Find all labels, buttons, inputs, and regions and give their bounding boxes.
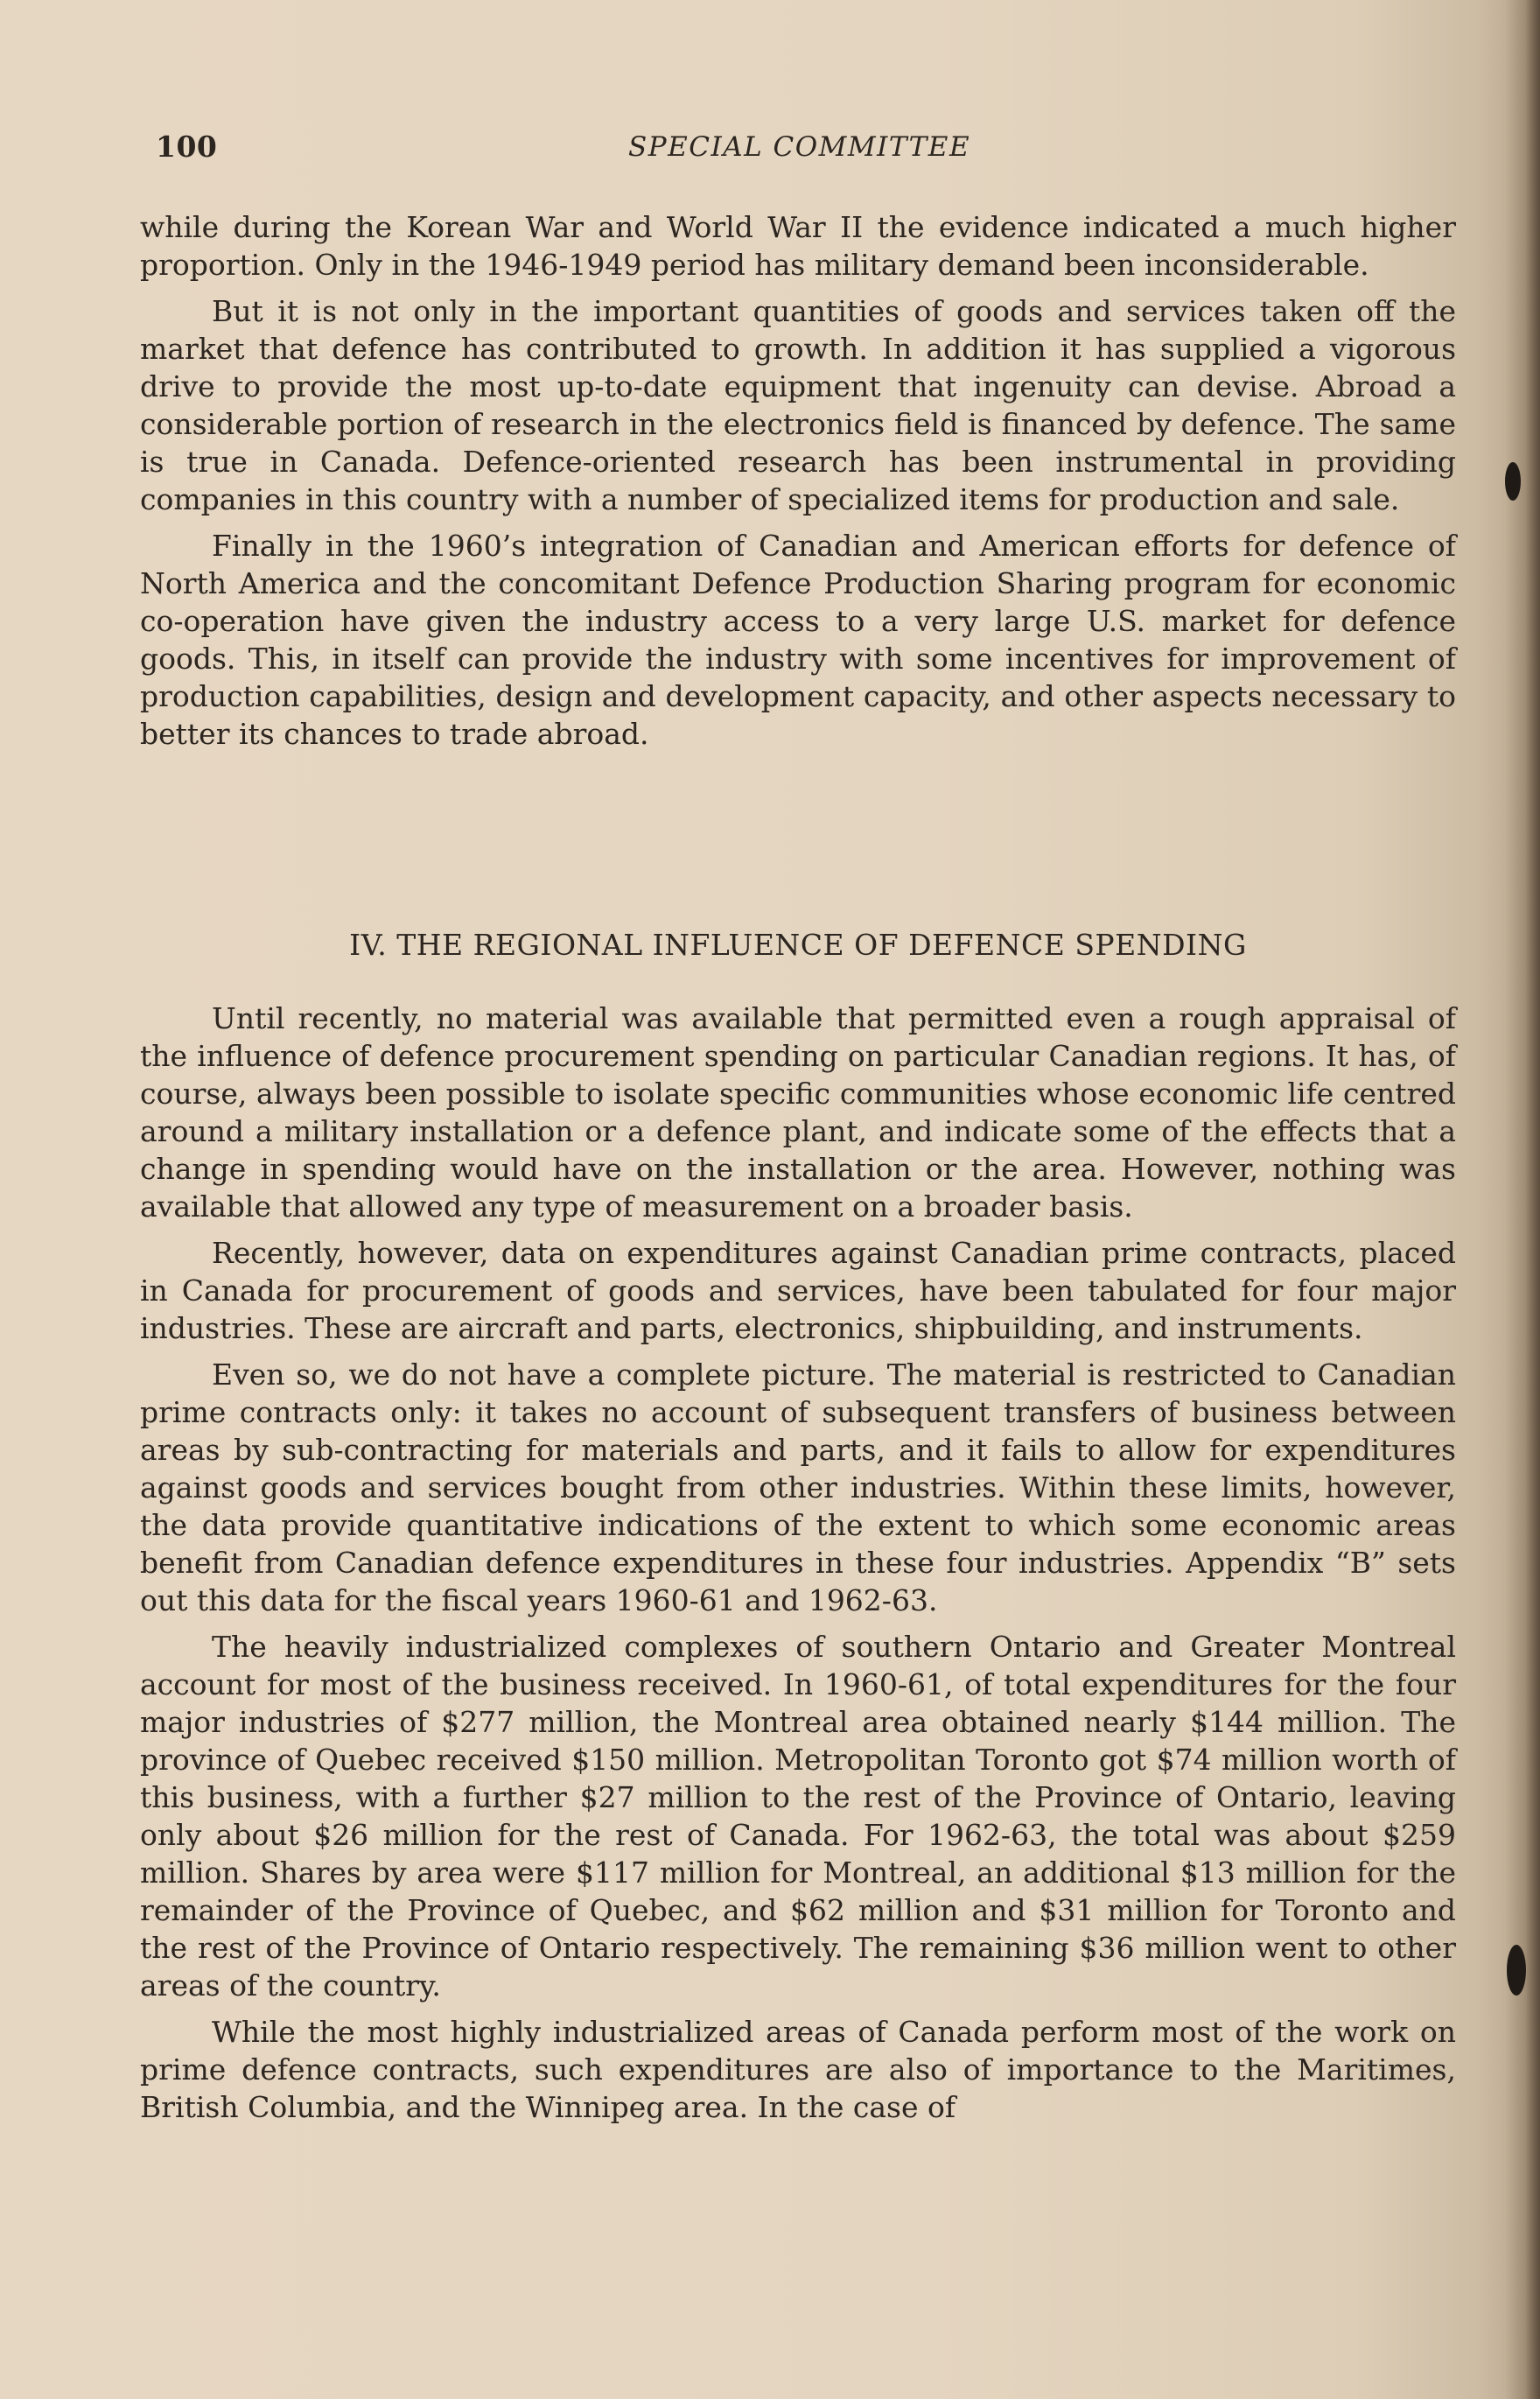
paragraph: Even so, we do not have a complete picture. The material is restricted to Canadian prime contracts only: it takes no account of subsequent transfers of business between areas by sub-contracting for materials and parts, and it fails to allow for expenditures against goods and services bought from other industries. Within these limits, however, the data provide quantitative indications of the extent to which some economic areas benefit from Canadian defence expenditures in these four industries. Appendix “B” sets out this data for the fiscal years 1960-61 and 1962-63. [140, 1357, 1456, 1617]
page-header [156, 130, 1451, 173]
paragraph: while during the Korean War and World War II the evidence indicated a much higher proportion. Only in the 1946-1949 period has military demand been inconsiderable. [140, 210, 1456, 282]
binding-shadow [1505, 0, 1540, 2399]
paragraph: But it is not only in the important quantities of goods and services taken off the market that defence has contributed to growth. In addition it has supplied a vigorous drive to provide the most up-to-date equipment that ingenuity can devise. Abroad a considerable portion of research in the electronics field is financed by defence. The same is true in Canada. Defence-oriented research has been instrumental in providing companies in this country with a number of specialized items for production and sale. [140, 294, 1456, 516]
paragraph: Finally in the 1960’s integration of Canadian and American efforts for defence of North America and the concomitant Defence Production Sharing program for economic co-operation have given the industry access to a very large U.S. market for defence goods. This, in itself can provide the industry with some incentives for improvement of production capabilities, design and development capacity, and other aspects necessary to better its chances to trade abroad. [140, 529, 1456, 751]
paragraph: While the most highly industrialized areas of Canada perform most of the work on prime defence contracts, such expenditures are also of importance to the Maritimes, British Columbia, and the Winnipeg area. In the case of [140, 2015, 1456, 2124]
paragraph: Until recently, no material was available that permitted even a rough appraisal of the influence of defence procurement spending on particular Canadian regions. It has, of course, always been possible to isolate specific communities whose economic life centred around a military installation or a defence plant, and indicate some of the effects that a change in spending would have on the installation or the area. However, nothing was available that allowed any type of measurement on a broader basis. [140, 1001, 1456, 1224]
text-block-before-heading [140, 208, 1456, 761]
section-heading: IV. THE REGIONAL INFLUENCE OF DEFENCE SPENDING [349, 928, 1247, 962]
binding-hole-mark [1505, 462, 1521, 501]
running-title: SPECIAL COMMITTEE [628, 131, 971, 163]
text-block-after-heading [140, 1000, 1456, 2135]
paragraph: The heavily industrialized complexes of southern Ontario and Greater Montreal account for most of the business received. In 1960-61, of total expenditures for the four major industries of $277 million, the Montreal area obtained nearly $144 million. The province of Quebec received $150 million. Metropolitan Toronto got $74 million worth of this business, with a further $27 million to the rest of the Province of Ontario, leaving only about $26 million for the rest of Canada. For 1962-63, the total was about $259 million. Shares by area were $117 million for Montreal, an additional $13 million for the remainder of the Province of Quebec, and $62 million and $31 million for Toronto and the rest of the Province of Ontario respectively. The remaining $36 million went to other areas of the country. [140, 1630, 1456, 2003]
binding-hole-mark [1507, 1945, 1526, 1996]
paragraph: Recently, however, data on expenditures against Canadian prime contracts, placed in Canada for procurement of goods and services, have been tabulated for four major industries. These are aircraft and parts, electronics, shipbuilding, and instruments. [140, 1236, 1456, 1345]
page-number: 100 [156, 130, 218, 164]
